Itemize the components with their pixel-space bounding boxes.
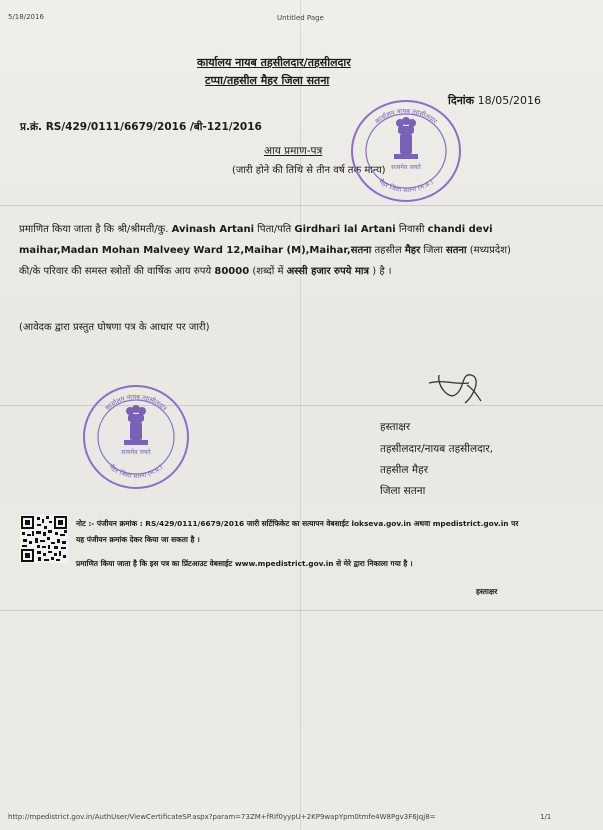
relation-label: पिता/पति [257, 224, 292, 235]
seal2-center-text: सत्यमेव जयते [121, 449, 151, 456]
ref-label: प्र.क्रं. [20, 121, 43, 133]
note-sign-label: हस्ताक्षर [476, 587, 498, 596]
words-prefix: (शब्दों में [252, 266, 284, 277]
svg-text:मैहर जिला सतना (म.प्र.) [108, 463, 165, 480]
print-page-title: Untitled Page [277, 14, 324, 22]
note-line-2: यह पंजीयन क्रमांक देकर किया जा सकता है । [76, 535, 200, 544]
date-value: 18/05/2016 [477, 94, 541, 107]
fold-line [0, 610, 603, 611]
sign-tehsil: तहसील मैहर [380, 464, 428, 476]
resident-label: निवासी [398, 224, 425, 235]
ref-number: RS/429/0111/6679/2016 [45, 121, 187, 133]
line1-prefix: प्रमाणित किया जाता है कि श्री/श्रीमती/कु. [19, 224, 169, 235]
qr-code [20, 515, 68, 563]
applicant-name: Avinash Artani [171, 224, 255, 235]
district-value: सतना [445, 245, 467, 256]
tehsil-label: तहसील [374, 245, 402, 256]
seal-bottom-text: मैहर जिला सतना (म.प्र.) [377, 177, 435, 195]
signature-scribble [425, 365, 485, 410]
fold-line [300, 0, 301, 830]
line3-prefix: की/के परिवार की समस्त स्त्रोतों की वार्षिक आय रुपये [19, 266, 212, 277]
reference-line [20, 120, 262, 134]
print-url: http://mpedistrict.gov.in/AuthUser/ViewCertificateSP.aspx?param=73ZM+fRIf0yypU+2KP9wapYpm0tmfe4W8Pgv3F6Jqj8= [8, 813, 436, 821]
note-line-3: प्रमाणित किया जाता है कि इस पत्र का प्रिंटआउट वेबसाईट www.mpedistrict.gov.in से मेरे द्वारा निकाला गया है । [76, 559, 413, 568]
svg-text:मैहर जिला सतना (म.प्र.) [377, 178, 434, 194]
tehsil-value: मैहर [404, 245, 421, 256]
father-name: Girdhari lal Artani [294, 224, 396, 235]
certificate-validity: (जारी होने की तिथि से तीन वर्ष तक मान्य) [232, 165, 386, 176]
certificate-title: आय प्रमाण-पत्र [264, 145, 323, 157]
income-value: 80000 [214, 266, 250, 277]
print-date: 5/18/2016 [8, 13, 44, 21]
state-value: (मध्यप्रदेश) [469, 245, 511, 256]
body-line-2 [19, 240, 511, 261]
fold-line [0, 205, 603, 206]
designation: तहसीलदार/नायब तहसीलदार, [380, 443, 494, 455]
date-label: दिनांक [448, 94, 475, 107]
sign-label: हस्ताक्षर [380, 421, 411, 433]
office-seal-stamp [347, 96, 465, 206]
words-suffix: ) है । [372, 266, 392, 277]
body-line-3 [19, 261, 392, 282]
sign-district: जिला सतना [380, 485, 426, 497]
address-part2: maihar,Madan Mohan Malveey Ward 12,Maihar (M),Maihar,सतना [19, 245, 372, 256]
seal2-bottom-text: मैहर जिला सतना (म.प्र.) [107, 462, 165, 481]
body-line-1 [19, 219, 493, 240]
office-location: टप्पा/तहसील मैहर जिला सतना [205, 74, 330, 87]
office-title: कार्यालय नायब तहसीलदार/तहसीलदार [197, 56, 351, 69]
print-page-count: 1/1 [540, 813, 552, 821]
income-words: अस्सी हजार रुपये मात्र [286, 266, 370, 277]
declaration-text: (आवेदक द्वारा प्रस्तुत घोषणा पत्र के आधार पर जारी) [19, 322, 210, 333]
address-part1: chandi devi [427, 224, 493, 235]
note-line-1: नोट :- पंजीयन क्रमांक : RS/429/0111/6679/2016 जारी सर्टिफिकेट का सत्यापन वेबसाईट lokseva.gov.in अथवा mpedistrict.gov.in पर [76, 519, 519, 528]
district-label: जिला [423, 245, 443, 256]
seal-top-text: कार्यालय नायब तहसीलदार [373, 106, 439, 126]
office-seal-stamp-2 [80, 382, 192, 492]
seal-center-text: सत्यमेव जयते [391, 164, 421, 171]
seal2-top-text: कार्यालय नायब तहसीलदार [103, 392, 169, 413]
ref-suffix: /बी-121/2016 [189, 121, 262, 133]
